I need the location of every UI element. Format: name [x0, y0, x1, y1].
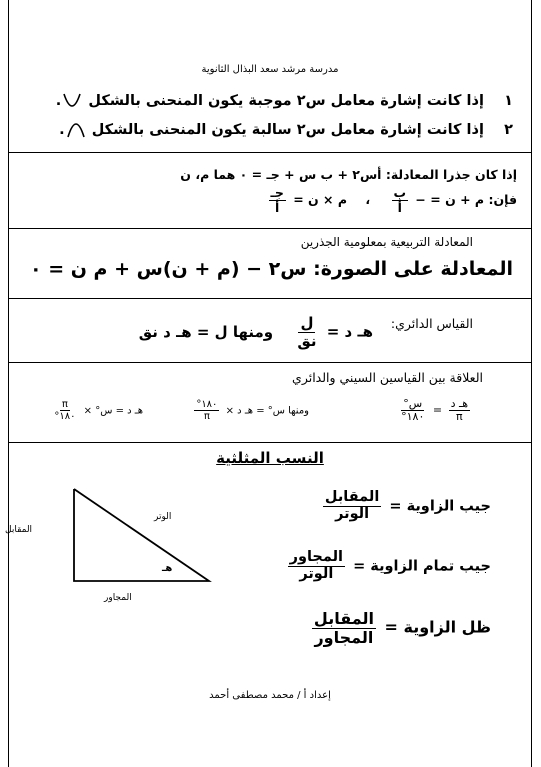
radian-lhs: هـ د = — [326, 322, 373, 341]
roots-relations — [266, 186, 517, 215]
denominator: π — [455, 410, 463, 424]
triangle-hypotenuse-label: الوتر — [154, 512, 172, 522]
radian-fraction — [295, 315, 318, 349]
comma: ، — [365, 191, 371, 207]
item-positive — [56, 92, 513, 110]
sin-numerator: المقابل — [324, 489, 380, 505]
denominator: ١٨٠° — [54, 411, 76, 422]
quadratic-title: المعادلة التربيعية بمعلومية الجذرين — [300, 235, 473, 249]
numerator: س° — [403, 397, 423, 410]
author-credit: إعداد أ / محمد مصطفى أحمد — [209, 690, 331, 701]
numerator: ١٨٠° — [196, 399, 218, 410]
tan-numerator: المقابل — [313, 609, 374, 628]
item-number: ١ — [504, 93, 513, 109]
item-end: . — [59, 122, 65, 138]
prod-numerator: جـ — [270, 185, 284, 200]
tan-label: ظل الزاوية = — [384, 617, 491, 637]
sum-denominator: أ — [397, 199, 402, 215]
relation-formula-2 — [191, 399, 309, 422]
radian-denominator: نق — [297, 331, 317, 350]
fraction — [399, 398, 426, 423]
radian-rest: ومنها ل = هـ د نق — [138, 322, 274, 341]
relation-title: العلاقة بين القياسين السيني والدائري — [292, 370, 483, 385]
prod-fraction — [269, 186, 286, 215]
relation-formula-1 — [396, 398, 473, 423]
radian-numerator: ل — [300, 314, 314, 332]
divider — [9, 298, 531, 299]
item-number: ٢ — [504, 122, 513, 138]
sin-definition — [320, 490, 491, 523]
item-negative — [59, 121, 513, 139]
fraction — [194, 399, 219, 422]
item-end: . — [55, 93, 62, 109]
radian-title: القياس الدائري: — [390, 316, 473, 331]
item-text: إذا كانت إشارة معامل س٢ موجبة يكون المنحنى بالشكل — [88, 93, 484, 109]
fraction — [449, 398, 470, 423]
sum-numerator: ب — [393, 185, 407, 200]
sin-fraction — [323, 490, 381, 523]
cos-label: جيب تمام الزاوية = — [353, 558, 491, 575]
denominator: ١٨٠° — [401, 410, 425, 424]
school-name: مدرسة مرشد سعد البذال الثانوية — [201, 64, 339, 75]
upward-parabola-icon — [61, 92, 83, 110]
relation-formula-3 — [49, 399, 143, 422]
tan-definition — [309, 610, 491, 646]
downward-parabola-icon — [65, 121, 87, 139]
prod-lhs: م × ن = — [293, 191, 348, 207]
right-triangle-diagram — [69, 486, 214, 586]
sin-label: جيب الزاوية = — [389, 498, 491, 515]
page-frame — [5, 0, 532, 767]
quadratic-equation: المعادلة على الصورة: س٢ − (م + ن)س + م ن = ٠ — [29, 258, 513, 280]
equals: = — [432, 403, 443, 417]
prod-denominator: أ — [275, 199, 280, 215]
denominator: π — [203, 411, 210, 422]
divider — [9, 362, 531, 363]
cos-numerator: المجاور — [289, 549, 344, 565]
roots-line: إذا كان جذرا المعادلة: أس٢ + ب س + جـ = ٠ هما م، ن — [180, 167, 517, 182]
divider — [9, 152, 531, 153]
cos-definition — [285, 550, 491, 583]
divider — [9, 228, 531, 229]
cos-fraction — [288, 550, 345, 583]
sum-lhs: م + ن = − — [415, 191, 485, 207]
triangle-adjacent-label: المجاور — [104, 593, 132, 603]
numerator: هـ د — [450, 397, 468, 410]
trig-title: النسب المثلثية — [216, 449, 324, 467]
triangle-opposite-label: المقابل — [5, 525, 33, 535]
tan-denominator: المجاور — [314, 627, 374, 647]
numerator: π — [61, 399, 68, 410]
triangle-angle-label: هـ — [162, 563, 173, 574]
sum-fraction — [392, 186, 409, 215]
tan-fraction — [312, 610, 376, 646]
cos-denominator: الوتر — [299, 565, 334, 582]
triangle-outline — [74, 489, 209, 581]
formula-lhs: هـ د = س° × — [83, 405, 143, 417]
divider — [9, 442, 531, 443]
item-text: إذا كانت إشارة معامل س٢ سالبة يكون المنحنى بالشكل — [91, 122, 484, 138]
formula-lhs: ومنها س° = هـ د × — [225, 405, 309, 417]
sin-denominator: الوتر — [335, 505, 370, 522]
then-label: فإن: — [488, 191, 517, 207]
radian-formula — [139, 315, 373, 349]
fraction — [52, 399, 77, 422]
